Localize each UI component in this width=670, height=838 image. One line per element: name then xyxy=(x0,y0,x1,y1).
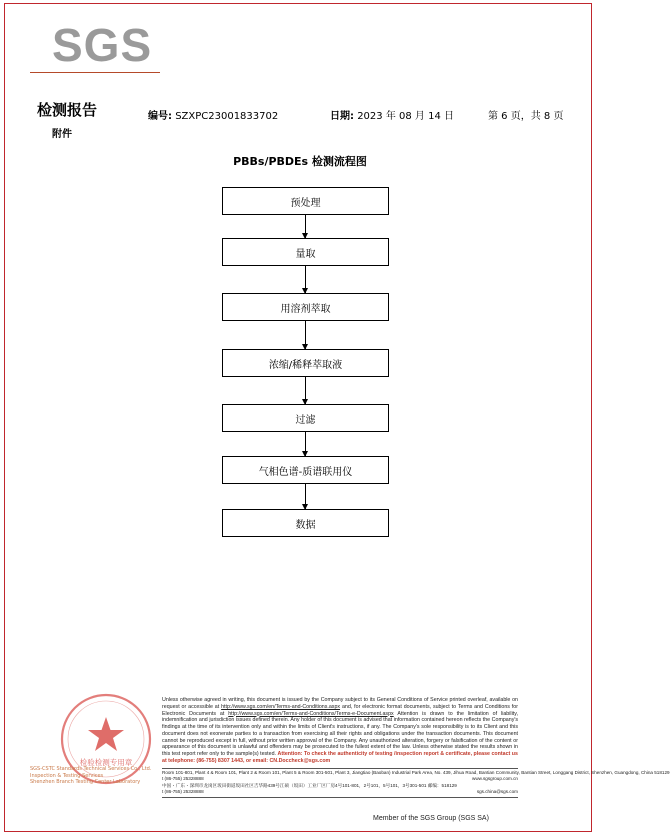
report-number xyxy=(148,107,278,122)
star-icon xyxy=(88,717,124,751)
flow-step-measure: 量取 xyxy=(222,238,389,266)
page-number: 第 6 页，共 8 页 xyxy=(488,111,564,122)
report-number-value: SZXPC23001833702 xyxy=(175,111,279,122)
footer-divider-bottom xyxy=(162,797,518,798)
stamp-caption: 检验检测专用章 xyxy=(79,758,133,767)
stamp-company-text xyxy=(30,766,170,786)
report-date-value: 2023 年 08 月 14 日 xyxy=(357,111,454,122)
phone-cn: t (86-755) 25328888 xyxy=(162,789,204,794)
flow-arrow-6 xyxy=(305,484,306,509)
disclaimer-part-3: Attention is drawn to the limitation of liability, indemnification and jurisdiction issues defined therein. Any holder of this document is advised that information contained hereon reflects the Company's findings at the time of its intervention only and within the limits of Client's instructions, if any. The Company's sole responsibility is to its Client and this document does not exonerate parties to a transaction from exercising all their rights and obligations under the transaction documents. This document cannot be reproduced except in full, without prior written approval of the Company. Any unauthorized alteration, forgery or falsification of the content or appearance of this document is unlawful and offenders may be prosecuted to the fullest extent of the law. Unless otherwise stated the results shown in this test report refer only to the sample(s) tested. xyxy=(162,710,518,758)
flow-arrow-3 xyxy=(305,321,306,349)
flowchart-title: PBBs/PBDEs 检测流程图 xyxy=(233,155,367,168)
authenticity-notice: Attention: To check the authenticity of testing /inspection report & certificate, please contact us at telephone: (86-755) 8307 1443, or email: CN.Doccheck@sgs.com xyxy=(162,751,518,764)
footer-divider xyxy=(162,768,518,769)
disclaimer-part-1: Unless otherwise agreed in writing, this document is issued by the Company subject to its General Conditions of Service printed overleaf, available on request or accessible at xyxy=(162,697,518,710)
stamp-line: Shenzhen Branch Testing Center Laboratory xyxy=(30,779,141,785)
disclaimer-part-2: and, for electronic format documents, subject to Terms and Conditions for Electronic Documents at xyxy=(162,703,518,717)
sgs-logo: SGS xyxy=(52,19,153,71)
stamp-line: SGS-CSTC Standards Technical Services Co., Ltd. xyxy=(30,766,152,772)
flow-arrow-5 xyxy=(305,432,306,456)
phone-en: t (86-755) 25328888 xyxy=(162,776,204,781)
e-document-terms-link[interactable]: http://www.sgs.com/en/Terms-and-Conditions/Terms-e-Document.aspx xyxy=(228,710,394,717)
address-cn-text: 中国・广东・深圳市龙岗区坂田街道坂田社区吉华路439号江硕（坂田）工业厂区厂房4号101-801，2号101，5号101，3号301-501 邮编：518129 xyxy=(162,783,457,788)
flow-step-pretreatment: 预处理 xyxy=(222,187,389,215)
stamp-line: Inspection & Testing Services xyxy=(30,772,104,779)
address-en-text: Room 101-801, Plant 4 & Room 101, Plant 2 & Room 101, Plant 5 & Room 301-501, Plant 3, Jiangtiao (Baoban) Industrial Park Area, No. 439, Jihua Road, Bantian Community, Bantian Street, Longgang District, Shenzhen, Guangdong, China 518129 xyxy=(162,770,670,775)
email: sgs.china@sgs.com xyxy=(476,789,518,794)
report-date xyxy=(330,107,454,122)
flow-arrow-4 xyxy=(305,377,306,404)
logo-underline xyxy=(30,72,160,73)
flow-step-data: 数据 xyxy=(222,509,389,537)
sgs-group-member: Member of the SGS Group (SGS SA) xyxy=(373,815,489,822)
report-date-label: 日期: xyxy=(330,111,354,122)
report-number-label: 编号: xyxy=(148,111,172,122)
flow-step-concentrate-dilute: 浓缩/稀释萃取液 xyxy=(222,349,389,377)
address-english xyxy=(162,770,670,775)
flow-arrow-1 xyxy=(305,215,306,238)
flow-step-solvent-extraction: 用溶剂萃取 xyxy=(222,293,389,321)
annex-label: 附件 xyxy=(52,129,72,140)
contact-english xyxy=(162,776,518,781)
flow-step-gc-ms: 气相色谱-质谱联用仪 xyxy=(222,456,389,484)
website: www.sgsgroup.com.cn xyxy=(472,776,518,781)
flow-arrow-2 xyxy=(305,266,306,293)
contact-chinese xyxy=(162,789,518,794)
report-title: 检测报告 xyxy=(37,101,98,119)
disclaimer-text xyxy=(162,697,518,765)
flow-step-filter: 过滤 xyxy=(222,404,389,432)
terms-link[interactable]: http://www.sgs.com/en/Terms-and-Conditions.aspx xyxy=(221,703,341,710)
